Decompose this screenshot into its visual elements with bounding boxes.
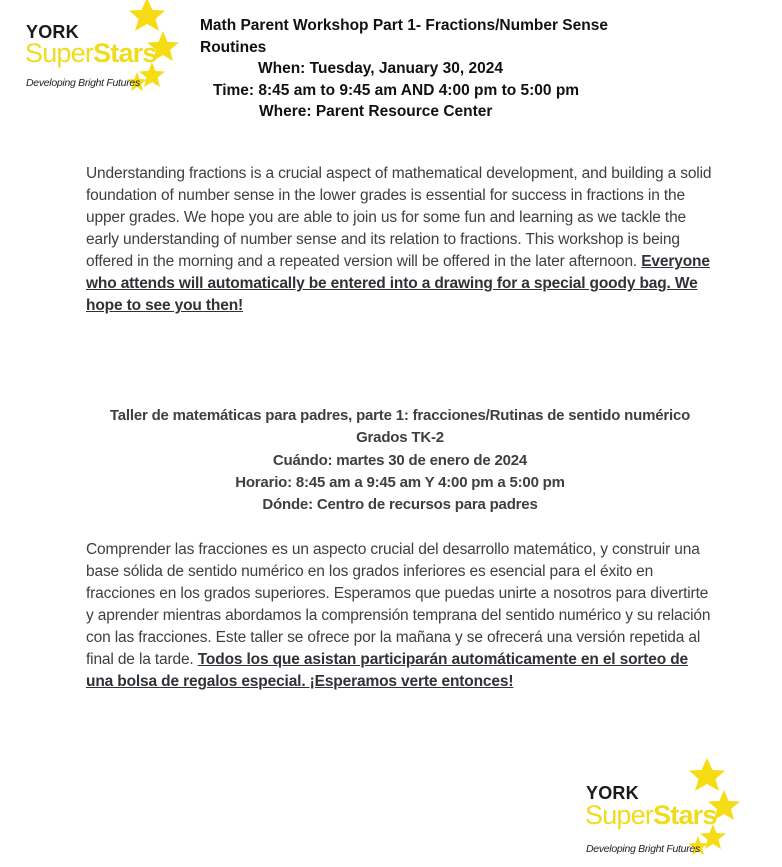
logo-tagline: Developing Bright Futures xyxy=(26,77,140,89)
logo-york-text: YORK xyxy=(26,22,79,42)
spanish-body-text: Comprender las fracciones es un aspecto crucial del desarrollo matemático, y construir una base sólida de sentido numérico en los grados inferiores es esencial para el éxito en fracciones en los grados superiores. Esperamos que puedas unirte a nosotros para divertirte y aprender mientras abordamos la comprensión temprana del sentido numérico y su relación con las fracciones. Este taller se ofrece por la mañana y se ofrecerá una versión repetida al final de la tarde. xyxy=(86,541,711,668)
spanish-time: Horario: 8:45 am a 9:45 am Y 4:00 pm a 5:00 pm xyxy=(235,473,565,491)
spanish-where: Dónde: Centro de recursos para padres xyxy=(262,496,538,514)
spanish-when: Cuándo: martes 30 de enero de 2024 xyxy=(272,451,528,469)
spanish-body-paragraph xyxy=(86,539,716,693)
spanish-event-header xyxy=(80,405,720,516)
logo-york-text: YORK xyxy=(586,783,639,803)
english-body-text: Understanding fractions is a crucial aspect of mathematical development, and building a solid foundation of number sense in the lower grades is essential for success in fractions in the upper grades. We hope you are able to join us for some fun and learning as we tackle the early understanding of number sense and its relation to fractions. This workshop is being offered in the morning and a repeated version will be offered in the later afternoon. xyxy=(86,165,712,270)
english-title-line2: Routines xyxy=(200,38,267,56)
spanish-grades: Grados TK-2 xyxy=(356,429,444,447)
english-time: Time: 8:45 am to 9:45 am AND 4:00 pm to 5:00 pm xyxy=(213,81,580,99)
english-where: Where: Parent Resource Center xyxy=(259,103,493,120)
logo-tagline: Developing Bright Futures xyxy=(586,843,700,855)
english-event-header xyxy=(200,15,640,123)
english-when: When: Tuesday, January 30, 2024 xyxy=(258,60,503,77)
logo-superstars-text: SuperStars xyxy=(25,38,157,68)
spanish-body-emphasis: Todos los que asistan participarán automáticamente en el sorteo de una bolsa de regalos especial. ¡Esperamos verte entonces! xyxy=(86,651,689,690)
english-body-paragraph xyxy=(86,163,716,317)
york-superstars-logo-top xyxy=(0,0,200,110)
york-superstars-logo-bottom xyxy=(560,756,760,866)
english-title-line1: Math Parent Workshop Part 1- Fractions/Number Sense xyxy=(200,17,608,34)
logo-superstars-text: SuperStars xyxy=(585,800,717,830)
english-body-emphasis: Everyone who attends will automatically be entered into a drawing for a special goody bag. We hope to see you then! xyxy=(86,253,710,314)
spanish-title: Taller de matemáticas para padres, parte 1: fracciones/Rutinas de sentido numérico xyxy=(109,407,691,424)
